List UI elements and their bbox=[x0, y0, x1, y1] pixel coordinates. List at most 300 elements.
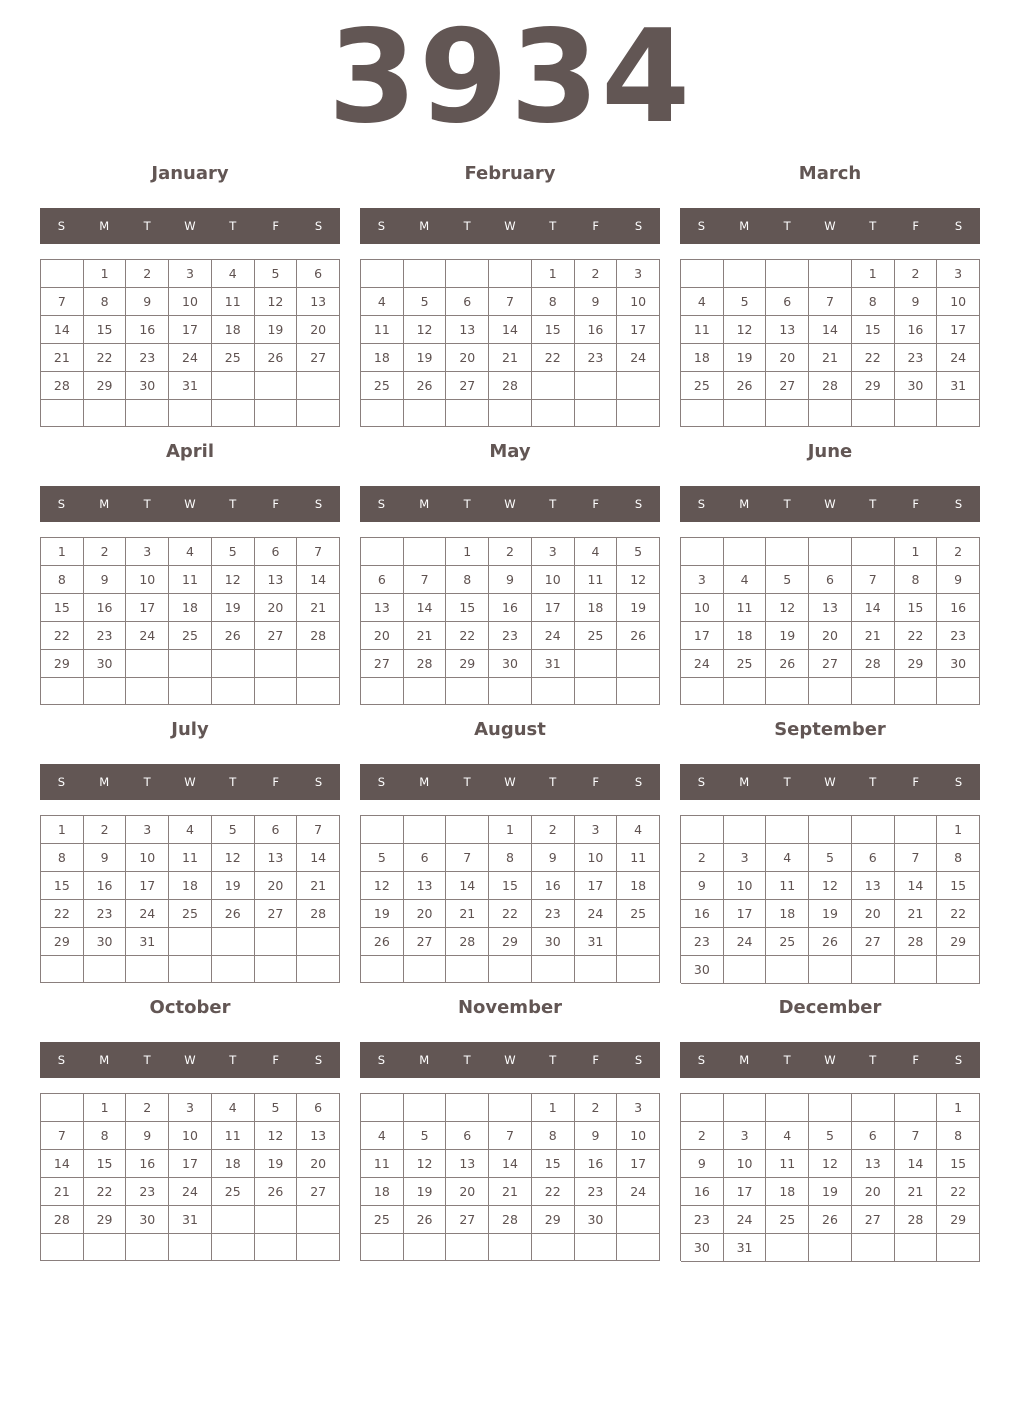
day-cell: 13 bbox=[446, 316, 489, 344]
empty-day-cell bbox=[255, 400, 298, 427]
empty-day-cell bbox=[255, 1206, 298, 1234]
day-cell: 3 bbox=[169, 260, 212, 288]
weekday-label: M bbox=[99, 219, 110, 233]
day-cell: 9 bbox=[937, 566, 980, 594]
day-cell: 12 bbox=[255, 1122, 298, 1150]
day-cell: 18 bbox=[212, 316, 255, 344]
day-cell: 17 bbox=[724, 900, 767, 928]
day-cell: 25 bbox=[766, 928, 809, 956]
day-cell: 5 bbox=[809, 1122, 852, 1150]
day-cell: 27 bbox=[852, 928, 895, 956]
weekday-label: F bbox=[592, 497, 599, 511]
day-cell: 14 bbox=[895, 1150, 938, 1178]
day-cell: 18 bbox=[766, 1178, 809, 1206]
day-cell: 19 bbox=[724, 344, 767, 372]
empty-day-cell bbox=[41, 400, 84, 427]
weekday-label: T bbox=[143, 775, 151, 789]
empty-day-cell bbox=[724, 538, 767, 566]
day-cell: 28 bbox=[895, 928, 938, 956]
empty-day-cell bbox=[84, 678, 127, 705]
day-cell: 19 bbox=[361, 900, 404, 928]
empty-day-cell bbox=[41, 956, 84, 983]
empty-day-cell bbox=[617, 928, 660, 956]
weekday-label: F bbox=[272, 219, 279, 233]
weekday-label: T bbox=[783, 775, 791, 789]
weekday-label: W bbox=[184, 775, 196, 789]
day-cell: 19 bbox=[255, 316, 298, 344]
day-cell: 23 bbox=[681, 1206, 724, 1234]
day-cell: 25 bbox=[575, 622, 618, 650]
empty-day-cell bbox=[361, 816, 404, 844]
day-cell: 31 bbox=[169, 1206, 212, 1234]
empty-day-cell bbox=[446, 678, 489, 705]
empty-day-cell bbox=[681, 400, 724, 427]
day-cell: 15 bbox=[937, 872, 980, 900]
empty-day-cell bbox=[446, 400, 489, 427]
empty-day-cell bbox=[404, 956, 447, 983]
month-name: December bbox=[778, 997, 882, 1018]
day-cell: 12 bbox=[212, 566, 255, 594]
empty-day-cell bbox=[724, 260, 767, 288]
day-cell: 9 bbox=[575, 288, 618, 316]
weekday-label: S bbox=[377, 775, 386, 789]
weekday-label: S bbox=[697, 219, 706, 233]
day-cell: 7 bbox=[446, 844, 489, 872]
day-cell: 16 bbox=[126, 316, 169, 344]
day-cell: 10 bbox=[724, 872, 767, 900]
day-cell: 19 bbox=[404, 344, 447, 372]
day-cell: 23 bbox=[575, 1178, 618, 1206]
weekday-header bbox=[680, 486, 980, 522]
day-cell: 8 bbox=[41, 566, 84, 594]
day-cell: 7 bbox=[489, 288, 532, 316]
day-cell: 6 bbox=[446, 1122, 489, 1150]
day-cell: 7 bbox=[895, 1122, 938, 1150]
empty-day-cell bbox=[404, 1094, 447, 1122]
day-cell: 25 bbox=[681, 372, 724, 400]
weekday-label: W bbox=[184, 219, 196, 233]
day-cell: 18 bbox=[169, 594, 212, 622]
weekday-label: F bbox=[272, 775, 279, 789]
day-cell: 12 bbox=[404, 1150, 447, 1178]
day-cell: 13 bbox=[809, 594, 852, 622]
empty-day-cell bbox=[404, 678, 447, 705]
day-cell: 11 bbox=[724, 594, 767, 622]
empty-day-cell bbox=[446, 816, 489, 844]
day-cell: 25 bbox=[766, 1206, 809, 1234]
weekday-header bbox=[40, 208, 340, 244]
day-cell: 23 bbox=[84, 622, 127, 650]
day-cell: 1 bbox=[84, 1094, 127, 1122]
empty-day-cell bbox=[766, 956, 809, 984]
day-cell: 5 bbox=[361, 844, 404, 872]
day-cell: 12 bbox=[361, 872, 404, 900]
day-cell: 14 bbox=[809, 316, 852, 344]
day-cell: 9 bbox=[575, 1122, 618, 1150]
empty-day-cell bbox=[617, 678, 660, 705]
weekday-header bbox=[680, 1042, 980, 1078]
day-cell: 27 bbox=[809, 650, 852, 678]
weekday-label: F bbox=[272, 497, 279, 511]
day-cell: 2 bbox=[532, 816, 575, 844]
day-cell: 26 bbox=[617, 622, 660, 650]
day-cell: 13 bbox=[255, 844, 298, 872]
day-cell: 20 bbox=[404, 900, 447, 928]
weekday-label: M bbox=[99, 1053, 110, 1067]
weekday-header bbox=[680, 764, 980, 800]
day-cell: 20 bbox=[446, 344, 489, 372]
empty-day-cell bbox=[489, 678, 532, 705]
day-cell: 26 bbox=[766, 650, 809, 678]
day-cell: 25 bbox=[169, 622, 212, 650]
day-cell: 13 bbox=[297, 288, 340, 316]
day-cell: 31 bbox=[169, 372, 212, 400]
day-cell: 8 bbox=[532, 1122, 575, 1150]
weekday-label: T bbox=[143, 497, 151, 511]
day-cell: 9 bbox=[84, 566, 127, 594]
day-cell: 24 bbox=[575, 900, 618, 928]
month-name: October bbox=[149, 997, 231, 1018]
day-cell: 28 bbox=[446, 928, 489, 956]
weekday-header bbox=[360, 1042, 660, 1078]
day-cell: 27 bbox=[255, 900, 298, 928]
day-cell: 12 bbox=[809, 872, 852, 900]
weekday-label: S bbox=[954, 219, 963, 233]
weekday-label: F bbox=[912, 497, 919, 511]
empty-day-cell bbox=[724, 400, 767, 427]
empty-day-cell bbox=[212, 372, 255, 400]
day-cell: 14 bbox=[41, 316, 84, 344]
empty-day-cell bbox=[255, 956, 298, 983]
day-cell: 29 bbox=[489, 928, 532, 956]
day-cell: 2 bbox=[126, 1094, 169, 1122]
day-cell: 29 bbox=[852, 372, 895, 400]
empty-day-cell bbox=[297, 956, 340, 983]
day-cell: 7 bbox=[41, 1122, 84, 1150]
day-cell: 6 bbox=[297, 1094, 340, 1122]
empty-day-cell bbox=[532, 1234, 575, 1261]
day-cell: 24 bbox=[724, 928, 767, 956]
day-cell: 11 bbox=[212, 288, 255, 316]
weekday-label: S bbox=[697, 497, 706, 511]
day-cell: 17 bbox=[169, 316, 212, 344]
day-cell: 1 bbox=[84, 260, 127, 288]
empty-day-cell bbox=[361, 260, 404, 288]
day-cell: 2 bbox=[575, 1094, 618, 1122]
empty-day-cell bbox=[681, 538, 724, 566]
empty-day-cell bbox=[489, 1094, 532, 1122]
weekday-header bbox=[360, 764, 660, 800]
month-name: May bbox=[489, 441, 531, 462]
day-cell: 22 bbox=[895, 622, 938, 650]
day-cell: 24 bbox=[169, 1178, 212, 1206]
weekday-header bbox=[360, 486, 660, 522]
day-cell: 9 bbox=[681, 872, 724, 900]
day-cell: 22 bbox=[84, 344, 127, 372]
day-cell: 17 bbox=[681, 622, 724, 650]
empty-day-cell bbox=[617, 650, 660, 678]
day-cell: 12 bbox=[404, 316, 447, 344]
weekday-label: S bbox=[377, 497, 386, 511]
empty-day-cell bbox=[617, 1206, 660, 1234]
day-cell: 9 bbox=[681, 1150, 724, 1178]
empty-day-cell bbox=[489, 1234, 532, 1261]
empty-day-cell bbox=[532, 372, 575, 400]
empty-day-cell bbox=[212, 400, 255, 427]
day-cell: 10 bbox=[532, 566, 575, 594]
day-cell: 20 bbox=[255, 594, 298, 622]
empty-day-cell bbox=[404, 538, 447, 566]
day-cell: 29 bbox=[84, 1206, 127, 1234]
weekday-label: S bbox=[954, 775, 963, 789]
empty-day-cell bbox=[169, 928, 212, 956]
day-cell: 9 bbox=[84, 844, 127, 872]
empty-day-cell bbox=[766, 260, 809, 288]
day-cell: 20 bbox=[852, 1178, 895, 1206]
empty-day-cell bbox=[575, 372, 618, 400]
day-cell: 6 bbox=[255, 538, 298, 566]
day-cell: 30 bbox=[84, 650, 127, 678]
day-cell: 4 bbox=[361, 1122, 404, 1150]
day-cell: 1 bbox=[446, 538, 489, 566]
day-cell: 14 bbox=[446, 872, 489, 900]
weekday-header bbox=[680, 208, 980, 244]
day-cell: 29 bbox=[937, 1206, 980, 1234]
empty-day-cell bbox=[255, 650, 298, 678]
day-cell: 15 bbox=[937, 1150, 980, 1178]
day-cell: 23 bbox=[489, 622, 532, 650]
day-cell: 10 bbox=[724, 1150, 767, 1178]
day-cell: 4 bbox=[617, 816, 660, 844]
day-cell: 2 bbox=[489, 538, 532, 566]
empty-day-cell bbox=[404, 1234, 447, 1261]
day-cell: 19 bbox=[617, 594, 660, 622]
day-cell: 27 bbox=[766, 372, 809, 400]
day-cell: 9 bbox=[532, 844, 575, 872]
day-cell: 16 bbox=[575, 316, 618, 344]
day-cell: 26 bbox=[404, 1206, 447, 1234]
days-grid bbox=[680, 815, 980, 983]
day-cell: 28 bbox=[41, 1206, 84, 1234]
day-cell: 29 bbox=[41, 650, 84, 678]
empty-day-cell bbox=[446, 956, 489, 983]
day-cell: 4 bbox=[681, 288, 724, 316]
day-cell: 30 bbox=[126, 1206, 169, 1234]
empty-day-cell bbox=[617, 400, 660, 427]
empty-day-cell bbox=[41, 260, 84, 288]
day-cell: 23 bbox=[126, 344, 169, 372]
day-cell: 15 bbox=[895, 594, 938, 622]
weekday-label: T bbox=[869, 1053, 877, 1067]
day-cell: 23 bbox=[937, 622, 980, 650]
empty-day-cell bbox=[724, 816, 767, 844]
day-cell: 19 bbox=[766, 622, 809, 650]
day-cell: 30 bbox=[575, 1206, 618, 1234]
weekday-label: T bbox=[229, 775, 237, 789]
day-cell: 6 bbox=[404, 844, 447, 872]
empty-day-cell bbox=[361, 678, 404, 705]
day-cell: 14 bbox=[404, 594, 447, 622]
day-cell: 3 bbox=[169, 1094, 212, 1122]
day-cell: 6 bbox=[297, 260, 340, 288]
days-grid bbox=[360, 259, 660, 427]
day-cell: 29 bbox=[446, 650, 489, 678]
empty-day-cell bbox=[809, 1234, 852, 1262]
weekday-label: M bbox=[419, 497, 430, 511]
weekday-label: W bbox=[824, 775, 836, 789]
day-cell: 2 bbox=[681, 844, 724, 872]
empty-day-cell bbox=[575, 650, 618, 678]
days-grid bbox=[40, 259, 340, 427]
day-cell: 10 bbox=[169, 288, 212, 316]
empty-day-cell bbox=[617, 1234, 660, 1261]
day-cell: 22 bbox=[937, 900, 980, 928]
empty-day-cell bbox=[446, 1234, 489, 1261]
weekday-label: S bbox=[314, 775, 323, 789]
day-cell: 14 bbox=[297, 844, 340, 872]
day-cell: 17 bbox=[724, 1178, 767, 1206]
day-cell: 7 bbox=[41, 288, 84, 316]
day-cell: 12 bbox=[255, 288, 298, 316]
day-cell: 19 bbox=[255, 1150, 298, 1178]
weekday-label: S bbox=[697, 775, 706, 789]
day-cell: 20 bbox=[361, 622, 404, 650]
empty-day-cell bbox=[809, 816, 852, 844]
day-cell: 20 bbox=[297, 1150, 340, 1178]
weekday-label: S bbox=[954, 497, 963, 511]
day-cell: 25 bbox=[212, 344, 255, 372]
day-cell: 29 bbox=[937, 928, 980, 956]
day-cell: 13 bbox=[446, 1150, 489, 1178]
day-cell: 28 bbox=[809, 372, 852, 400]
day-cell: 27 bbox=[404, 928, 447, 956]
weekday-label: F bbox=[272, 1053, 279, 1067]
day-cell: 23 bbox=[532, 900, 575, 928]
empty-day-cell bbox=[895, 678, 938, 705]
day-cell: 26 bbox=[212, 622, 255, 650]
day-cell: 3 bbox=[937, 260, 980, 288]
day-cell: 17 bbox=[937, 316, 980, 344]
day-cell: 22 bbox=[41, 900, 84, 928]
weekday-label: F bbox=[592, 775, 599, 789]
day-cell: 2 bbox=[126, 260, 169, 288]
empty-day-cell bbox=[361, 400, 404, 427]
day-cell: 30 bbox=[937, 650, 980, 678]
day-cell: 13 bbox=[255, 566, 298, 594]
empty-day-cell bbox=[895, 956, 938, 984]
day-cell: 30 bbox=[489, 650, 532, 678]
day-cell: 25 bbox=[169, 900, 212, 928]
day-cell: 14 bbox=[895, 872, 938, 900]
empty-day-cell bbox=[126, 1234, 169, 1261]
weekday-label: T bbox=[783, 1053, 791, 1067]
weekday-label: T bbox=[549, 775, 557, 789]
day-cell: 22 bbox=[446, 622, 489, 650]
day-cell: 13 bbox=[404, 872, 447, 900]
day-cell: 1 bbox=[41, 538, 84, 566]
empty-day-cell bbox=[724, 956, 767, 984]
empty-day-cell bbox=[361, 956, 404, 983]
weekday-label: M bbox=[419, 219, 430, 233]
day-cell: 11 bbox=[766, 872, 809, 900]
day-cell: 2 bbox=[681, 1122, 724, 1150]
weekday-label: W bbox=[824, 497, 836, 511]
day-cell: 25 bbox=[724, 650, 767, 678]
day-cell: 4 bbox=[169, 538, 212, 566]
day-cell: 21 bbox=[41, 1178, 84, 1206]
weekday-label: S bbox=[377, 1053, 386, 1067]
day-cell: 10 bbox=[937, 288, 980, 316]
day-cell: 30 bbox=[681, 1234, 724, 1262]
empty-day-cell bbox=[852, 678, 895, 705]
weekday-label: T bbox=[869, 775, 877, 789]
day-cell: 12 bbox=[766, 594, 809, 622]
day-cell: 11 bbox=[169, 844, 212, 872]
day-cell: 22 bbox=[532, 344, 575, 372]
empty-day-cell bbox=[766, 538, 809, 566]
day-cell: 15 bbox=[84, 316, 127, 344]
day-cell: 18 bbox=[169, 872, 212, 900]
empty-day-cell bbox=[212, 928, 255, 956]
month-name: March bbox=[798, 163, 862, 184]
day-cell: 5 bbox=[617, 538, 660, 566]
day-cell: 30 bbox=[84, 928, 127, 956]
day-cell: 16 bbox=[84, 594, 127, 622]
day-cell: 6 bbox=[766, 288, 809, 316]
day-cell: 21 bbox=[809, 344, 852, 372]
weekday-label: W bbox=[504, 219, 516, 233]
weekday-label: M bbox=[739, 497, 750, 511]
day-cell: 30 bbox=[126, 372, 169, 400]
weekday-label: T bbox=[463, 219, 471, 233]
day-cell: 4 bbox=[575, 538, 618, 566]
weekday-label: T bbox=[463, 497, 471, 511]
day-cell: 3 bbox=[126, 538, 169, 566]
empty-day-cell bbox=[126, 678, 169, 705]
day-cell: 6 bbox=[255, 816, 298, 844]
day-cell: 24 bbox=[126, 622, 169, 650]
weekday-header bbox=[360, 208, 660, 244]
day-cell: 14 bbox=[297, 566, 340, 594]
weekday-label: M bbox=[739, 1053, 750, 1067]
day-cell: 1 bbox=[895, 538, 938, 566]
empty-day-cell bbox=[212, 1234, 255, 1261]
day-cell: 11 bbox=[361, 1150, 404, 1178]
empty-day-cell bbox=[361, 538, 404, 566]
month-name: February bbox=[464, 163, 556, 184]
day-cell: 1 bbox=[489, 816, 532, 844]
month-name: July bbox=[171, 719, 209, 740]
month-name: June bbox=[807, 441, 853, 462]
day-cell: 8 bbox=[532, 288, 575, 316]
day-cell: 7 bbox=[895, 844, 938, 872]
empty-day-cell bbox=[361, 1094, 404, 1122]
day-cell: 31 bbox=[575, 928, 618, 956]
days-grid bbox=[680, 1093, 980, 1261]
day-cell: 27 bbox=[446, 372, 489, 400]
empty-day-cell bbox=[84, 1234, 127, 1261]
day-cell: 21 bbox=[895, 1178, 938, 1206]
day-cell: 21 bbox=[489, 344, 532, 372]
day-cell: 5 bbox=[255, 1094, 298, 1122]
day-cell: 17 bbox=[169, 1150, 212, 1178]
day-cell: 3 bbox=[617, 260, 660, 288]
day-cell: 16 bbox=[489, 594, 532, 622]
empty-day-cell bbox=[41, 1094, 84, 1122]
empty-day-cell bbox=[809, 260, 852, 288]
day-cell: 24 bbox=[126, 900, 169, 928]
empty-day-cell bbox=[937, 956, 980, 984]
